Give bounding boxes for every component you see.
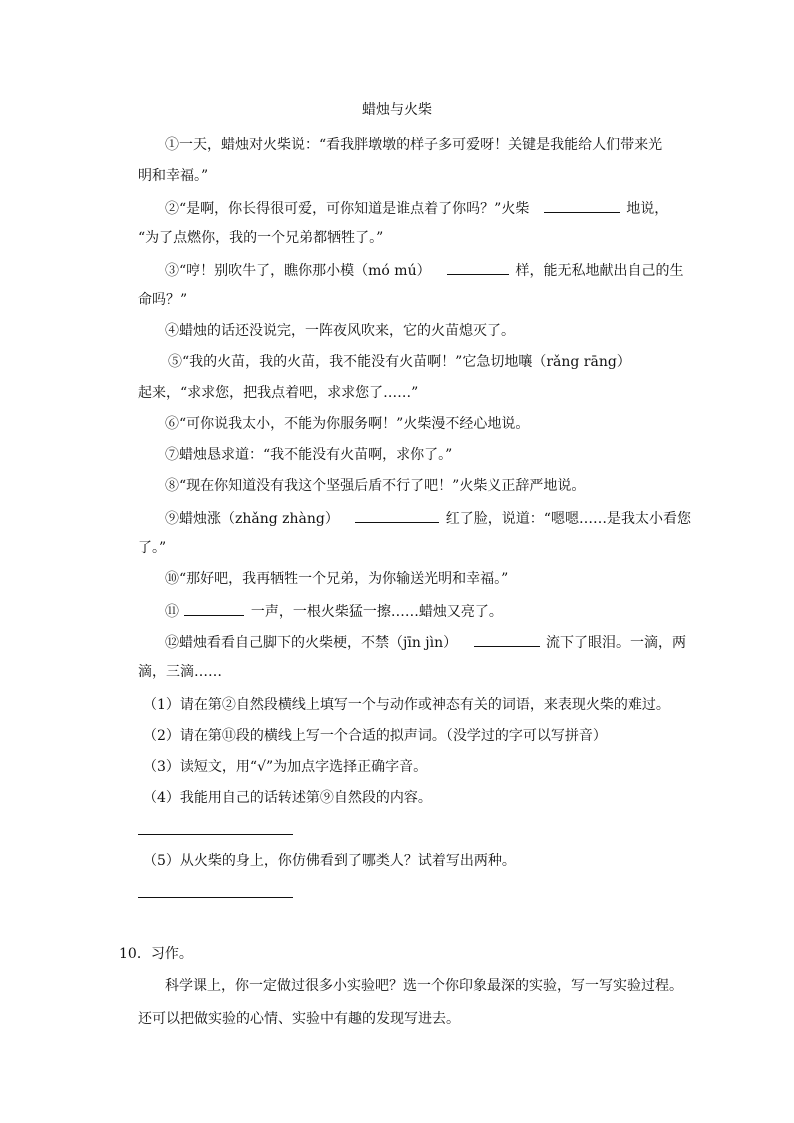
task-10-prompt-line-2: 还可以把做实验的心情、实验中有趣的发现写进去。: [138, 1011, 460, 1027]
task-10-prompt-line-1: 科学课上，你一定做过很多小实验吧？选一个你印象最深的实验，写一写实验过程。: [165, 978, 683, 994]
paragraph-12-blank[interactable]: [474, 631, 540, 647]
paragraph-2-text-a: ②“是啊，你长得很可爱，可你知道是谁点着了你吗？”火柴: [165, 201, 530, 217]
paragraph-10: ⑩“那好吧，我再牺牲一个兄弟，为你输送光明和幸福。”: [165, 571, 509, 587]
paragraph-3-blank[interactable]: [447, 259, 509, 275]
story-title: 蜡烛与火柴: [362, 102, 432, 118]
paragraph-3-line-2: 命吗？”: [138, 292, 188, 308]
paragraph-11-text-b: 一声，一根火柴猛一擦……蜡烛又亮了。: [250, 604, 503, 620]
paragraph-6: ⑥“可你说我太小，不能为你服务啊！”火柴漫不经心地说。: [165, 416, 530, 432]
paragraph-3-text-b: 样，能无私地献出自己的生: [515, 263, 684, 279]
paragraph-2-line-2: “为了点燃你，我的一个兄弟都牺牲了。”: [138, 230, 384, 246]
paragraph-7: ⑦蜡烛恳求道：“我不能没有火苗啊，求你了。”: [165, 447, 453, 463]
paragraph-12-line-2: 滴，三滴……: [138, 664, 222, 680]
paragraph-9-blank[interactable]: [355, 507, 439, 523]
question-4: （4）我能用自己的话转述第⑨自然段的内容。: [143, 790, 432, 806]
question-5: （5）从火柴的身上，你仿佛看到了哪类人？试着写出两种。: [143, 853, 516, 869]
paragraph-5-line-1: ⑤“我的火苗，我的火苗，我不能没有火苗啊！”它急切地嚷（rǎng rāng）: [168, 354, 631, 370]
paragraph-1-line-1: ①一天，蜡烛对火柴说：“看我胖墩墩的样子多可爱呀！关键是我能给人们带来光: [165, 137, 663, 153]
question-2: （2）请在第⑪段的横线上写一个合适的拟声词。（没学过的字可以写拼音）: [143, 728, 607, 744]
paragraph-3-text-a: ③“哼！别吹牛了，瞧你那小模（mó mú）: [165, 263, 431, 279]
paragraph-4: ④蜡烛的话还没说完，一阵夜风吹来，它的火苗熄灭了。: [165, 323, 515, 339]
paragraph-11-text-a: ⑪: [165, 604, 179, 620]
paragraph-2-line-1: [165, 197, 668, 219]
paragraph-9-text-a: ⑨蜡烛涨（zhǎng zhàng）: [165, 511, 339, 527]
paragraph-12-text-a: ⑫蜡烛看看自己脚下的火柴梗，不禁（jīn jìn）: [165, 635, 458, 651]
question-5-answer-line[interactable]: [138, 897, 293, 898]
paragraph-8: ⑧“现在你知道没有我这个坚强后盾不行了吧！”火柴义正辞严地说。: [165, 478, 586, 494]
paragraph-12-line-1: [165, 631, 686, 653]
question-4-answer-line[interactable]: [138, 834, 293, 835]
paragraph-12-text-b: 流下了眼泪。一滴，两: [546, 635, 687, 651]
paragraph-5-line-2: 起来，“求求您，把我点着吧，求求您了……”: [138, 385, 419, 401]
paragraph-11-blank[interactable]: [184, 600, 244, 616]
paragraph-3-line-1: [165, 259, 684, 281]
paragraph-9-line-2: 了。”: [138, 540, 167, 556]
paragraph-2-blank[interactable]: [544, 197, 620, 213]
paragraph-11: [165, 600, 503, 622]
paragraph-1-line-2: 明和幸福。”: [138, 168, 209, 184]
paragraph-2-text-b: 地说，: [626, 201, 669, 217]
paragraph-9-text-b: 红了脸，说道：“嗯嗯……是我太小看您: [445, 511, 691, 527]
question-1: （1）请在第②自然段横线上填写一个与动作或神态有关的词语，来表现火柴的难过。: [143, 697, 670, 713]
paragraph-9-line-1: [165, 507, 691, 529]
question-3: （3）读短文，用“√”为加点字选择正确字音。: [143, 759, 428, 775]
task-10-heading: 10．习作。: [119, 946, 193, 962]
